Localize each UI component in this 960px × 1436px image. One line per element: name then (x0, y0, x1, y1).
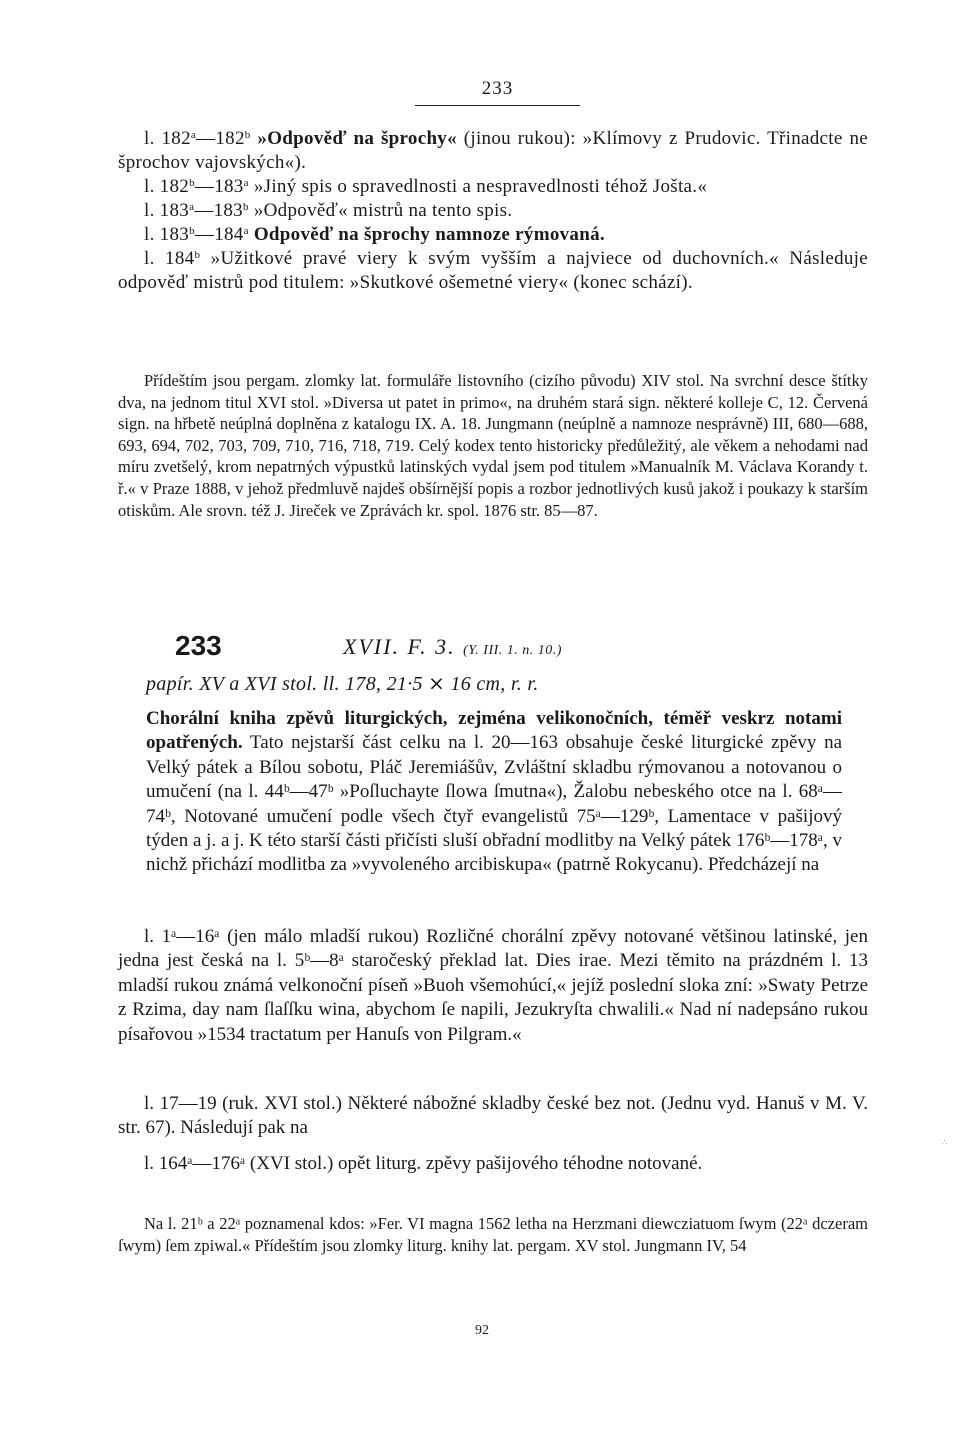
entry-folio: l. 183 (144, 200, 190, 221)
first-section (118, 127, 868, 295)
folio-side: a (190, 128, 197, 141)
signature-current: XVII. F. 3. (343, 634, 456, 659)
entry-4 (118, 223, 868, 247)
entry-2 (118, 175, 868, 199)
entry-number: 233 (175, 630, 222, 661)
shelf-signature (343, 634, 562, 660)
running-head-page-number: 233 (481, 78, 514, 99)
paragraph-note-1562: Na l. 21ᵇ a 22ᵃ poznamenal kdos: »Fer. VI magna 1562 letha na Herzmani diewcziatuom ſwym (22ᵃ dczeram ſwym) ſem zpiwal.« Přídeštím jsou zlomky liturg. knihy lat. pergam. XV stol. Jungmann IV, 54 (118, 1214, 868, 1255)
intro-text: Tato nejstarší část celku na l. 20—163 obsahuje české liturgické zpěvy na Velký pátek a Bílou sobotu, Pláč Jeremiášův, Zvláštní skladbu rýmovanou a notovanou o umučení (na l. 44ᵇ—47ᵇ »Poſluchayte ſlowa ſmutna«), Žalobu nebeského otce na l. 68ᵃ—74ᵇ, Notované umučení podle všech čtyř evangelistů 75ᵃ—129ᵇ, Lamentace v pašijový týden a j. a j. K této starší části přičísti sluší obřadní modlitby na Velký pátek 176ᵇ—178ᵃ, v nichž přichází modlitba za »vyvoleného arcibiskupa« (patrně Rokycanu). Předcházejí na (146, 732, 842, 876)
entry-folio: l. 182 (144, 128, 191, 149)
entry-folio: l. 183 (144, 224, 190, 245)
entry-folio-range: —184 (194, 224, 244, 245)
entry-folio: l. 184 (144, 248, 195, 269)
paragraph-folios-1-16: l. 1ᵃ—16ᵃ (jen málo mladší rukou) Rozličné chorální zpěvy notované většinou latinské, jen jedna jest česká na l. 5ᵇ—8ᵃ staročeský překlad lat. Dies irae. Mezi těmito na prázdném l. 13 mladší rukou známá velkonoční píseň »Buoh všemohúcí,« jejíž poslední sloka zní: »Swaty Petrze z Rzima, day nam ſlaſſku wina, abychom ſe napili, Jezukryſta chwalili.« Nad ní nadepsáno rukou písařovou »1534 tractatum per Hanuſs von Pilgram.« (118, 926, 868, 1045)
paragraph-folios-17-19: l. 17—19 (ruk. XVI stol.) Některé nábožné skladby české bez not. (Jednu vyd. Hanuš v M. V. str. 67). Následují pak na (118, 1093, 868, 1139)
entry-text: (jinou rukou): »Klímovy z Prudovic. Třinadcte ne šprochov vajovských«). (118, 128, 868, 173)
stray-mark: ∴ (942, 1138, 948, 1147)
entry-3 (118, 199, 868, 223)
folio-side: b (189, 224, 195, 237)
entry-text: »Odpověď« mistrů na tento spis. (248, 200, 513, 221)
folio-side: b (242, 200, 249, 213)
codex-notes: Přídeštím jsou pergam. zlomky lat. formuláře listovního (cizího původu) XIV stol. Na svrchní desce štítky dva, na jednom titul XVI stol. »Diversa ut patet in primo«, na druhém stará sign. některé kolleje C, 12. Červená sign. na hřbetě neúplná doplněna z katalogu IX. A. 18. Jungmann (neúplně a namnoze nesprávně) III, 680—688, 693, 694, 702, 703, 709, 710, 716, 718, 719. Celý kodex tento historicky předůležitý, ale věkem a nehodami nad míru zvetšelý, krom nepatrných výpustků latinských vydal jsem pod titulem »Manualník M. Václava Korandy t. ř.« v Praze 1888, v jehož předmluvě najdeš obšírnější popis a rozbor jednotlivých kusů jakož i poukazy k starším otiskům. Ale srovn. též J. Jireček ve Zprávách kr. spol. 1876 str. 85—87. (118, 371, 868, 520)
entry-folio-range: —182 (196, 128, 245, 149)
entry-text: »Jiný spis o spravedlnosti a nespravedlnosti téhož Jošta.« (248, 176, 708, 197)
entry-5 (118, 247, 868, 295)
signature-old: (Y. III. 1. n. 10.) (463, 643, 562, 658)
book-title: Chorální kniha zpěvů liturgických, zejména velikonočních, téměř veskrz notami opatřených. (146, 708, 842, 754)
entry-1 (118, 127, 868, 175)
entry-title: Odpověď na šprochy namnoze rýmovaná. (248, 224, 605, 245)
folio-side: a (243, 176, 249, 189)
folio-side: a (243, 224, 249, 237)
paragraph-folios-164-176: l. 164ᵃ—176ᵃ (XVI stol.) opět liturg. zpěvy pašijového téhodne notované. (144, 1153, 703, 1174)
folio-side: b (194, 248, 201, 261)
entry-folio: l. 182 (144, 176, 190, 197)
entry-title: »Odpověď na šprochy« (250, 128, 457, 149)
folio-side: a (189, 200, 195, 213)
intro-paragraph (146, 707, 842, 878)
material-description: papír. XV a XVI stol. ll. 178, 21·5 ⨯ 16 cm, r. r. (146, 673, 539, 695)
entry-text: »Užitkové pravé viery k svým vyšším a najviece od duchovních.« Následuje odpověď mistrů pod titulem: »Skutkové ošemetné viery« (konec schází). (118, 248, 868, 293)
header-rule (415, 105, 580, 106)
folio-side: b (189, 176, 195, 189)
entry-folio-range: —183 (194, 200, 243, 221)
folio-side: b (244, 128, 251, 141)
page-footer-number: 92 (475, 1323, 489, 1338)
entry-folio-range: —183 (194, 176, 244, 197)
